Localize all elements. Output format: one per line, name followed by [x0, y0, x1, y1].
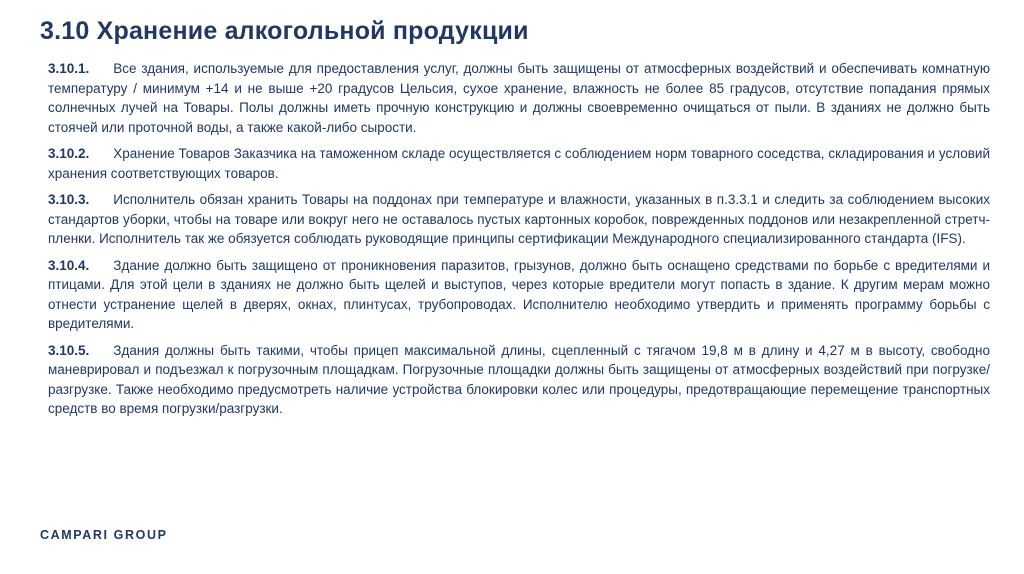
- paragraph-3-10-1: [48, 59, 990, 137]
- paragraph-3-10-2: [48, 144, 990, 183]
- tab-spacer: [89, 157, 113, 158]
- paragraph-text: Здания должны быть такими, чтобы прицеп максимальной длины, сцепленный с тягачом 19,8 м в длину и 4,27 м в высоту, свободно маневрировал и подъезжал к погрузочным площадкам. Погрузочные площадки должны быть защищены от атмосферных воздействий при погрузке/разгрузке. Также необходимо предусмотреть наличие устройства блокировки колес или процедуры, предотвращающие перемещение транспортных средств во время погрузки/разгрузки.: [48, 342, 990, 416]
- paragraph-3-10-3: [48, 190, 990, 249]
- tab-spacer: [89, 269, 113, 270]
- page-title: 3.10 Хранение алкогольной продукции: [40, 17, 529, 45]
- document-body: [48, 59, 990, 419]
- paragraph-3-10-5: [48, 341, 990, 419]
- tab-spacer: [89, 72, 113, 73]
- paragraph-text: Исполнитель обязан хранить Товары на поддонах при температуре и влажности, указанных в п.3.3.1 и следить за соблюдением высоких стандартов уборки, чтобы на товаре или вокруг него не оставалось пустых картонных коробок, поврежденных поддонов или незакрепленной стретч-пленки. Исполнитель так же обязуется соблюдать руководящие принципы сертификации Международного специализированного стандарта (IFS).: [48, 192, 990, 246]
- paragraph-number: 3.10.5.: [48, 342, 90, 358]
- paragraph-text: Хранение Товаров Заказчика на таможенном складе осуществляется с соблюдением норм товарного соседства, складирования и условий хранения соответствующих товаров.: [48, 146, 990, 181]
- paragraph-text: Все здания, используемые для предоставления услуг, должны быть защищены от атмосферных воздействий и обеспечивать комнатную температуру / минимум +14 и не выше +20 градусов Цельсия, сухое хранение, влажность не более 85 градусов, отсутствие попадания прямых солнечных лучей на Товары. Полы должны иметь прочную конструкцию и должны своевременно очищаться от пыли. В зданиях не должно быть стоячей или проточной воды, а также какой-либо сырости.: [48, 61, 990, 135]
- paragraph-number: 3.10.4.: [48, 257, 90, 273]
- paragraph-text: Здание должно быть защищено от проникновения паразитов, грызунов, должно быть оснащено средствами по борьбе с вредителями и птицами. Для этой цели в зданиях не должно быть щелей и выступов, через которые вредители могут попасть в здание. К другим мерам можно отнести устранение щелей в дверях, окнах, плинтусах, трубопроводах. Исполнителю необходимо утвердить и применять программу борьбы с вредителями.: [48, 257, 990, 331]
- tab-spacer: [89, 354, 113, 355]
- paragraph-number: 3.10.1.: [48, 61, 90, 76]
- tab-spacer: [89, 203, 113, 204]
- campari-group-logo: CAMPARI GROUP: [40, 528, 168, 542]
- paragraph-number: 3.10.3.: [48, 192, 90, 207]
- paragraph-number: 3.10.2.: [48, 146, 90, 161]
- paragraph-3-10-4: [48, 256, 990, 334]
